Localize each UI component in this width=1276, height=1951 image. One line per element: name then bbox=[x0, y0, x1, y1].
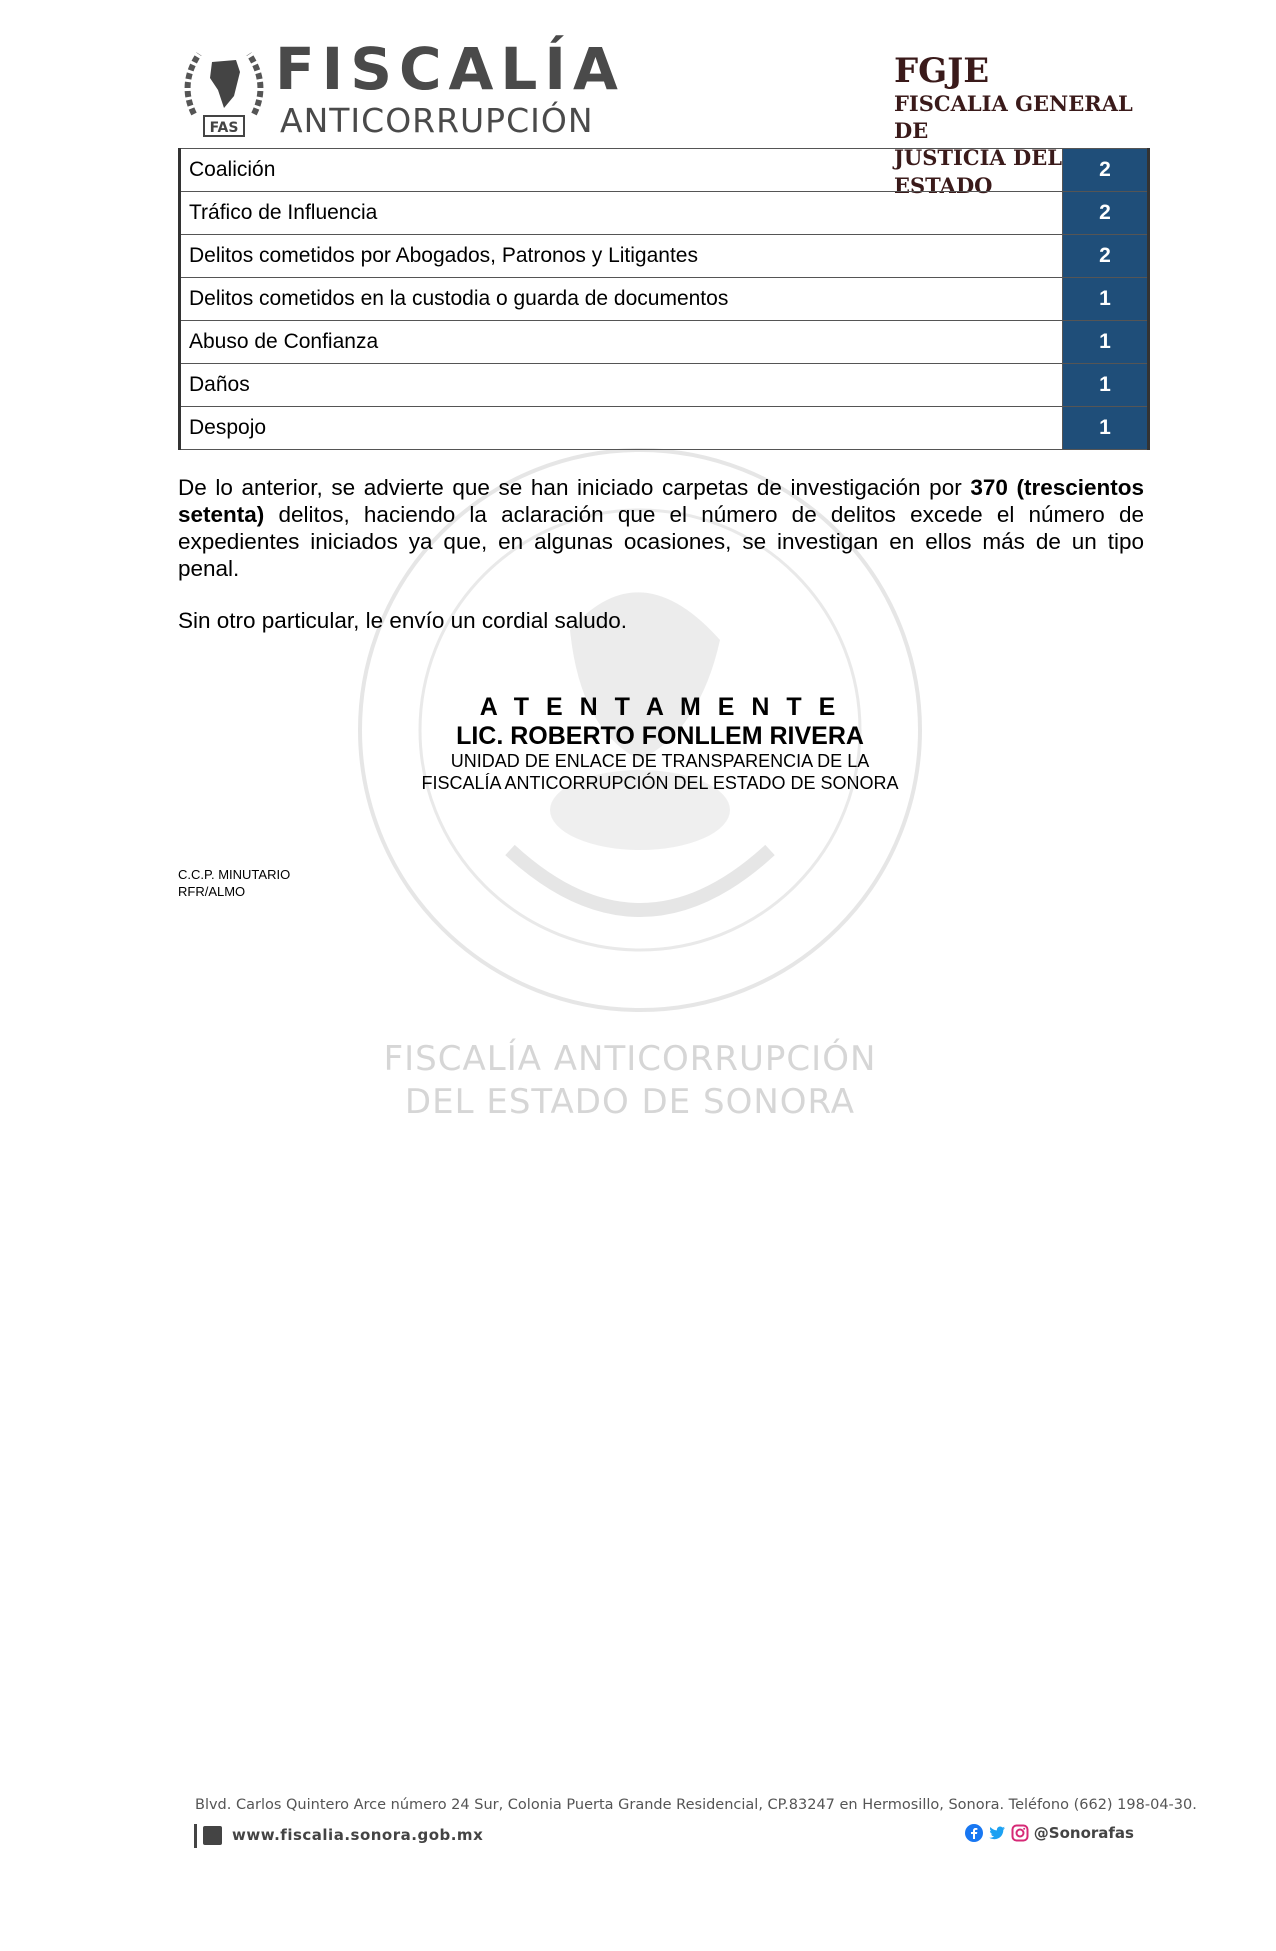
brand-title: FISCALÍA bbox=[275, 35, 625, 103]
fgje-line-2: JUSTICIA DEL ESTADO bbox=[894, 145, 1062, 198]
crime-count: 1 bbox=[1063, 407, 1149, 450]
fas-badge-text: FAS bbox=[209, 120, 239, 136]
ccp-block bbox=[178, 866, 290, 900]
footer-address: Blvd. Carlos Quintero Arce número 24 Sur, Colonia Puerta Grande Residencial, CP.83247 en Hermosillo, Sonora. Teléfono (662) 198-04-30. bbox=[195, 1797, 1197, 1813]
crime-name: Delitos cometidos por Abogados, Patronos y Litigantes bbox=[180, 235, 1063, 278]
twitter-icon[interactable] bbox=[988, 1824, 1006, 1842]
closing-word: A T E N T A M E N T E bbox=[479, 693, 841, 721]
facebook-icon[interactable] bbox=[965, 1824, 983, 1842]
footer-website-link[interactable]: www.fiscalia.sonora.gob.mx bbox=[232, 1826, 484, 1844]
table-row bbox=[180, 407, 1149, 450]
instagram-icon[interactable] bbox=[1011, 1824, 1029, 1842]
crime-count: 1 bbox=[1063, 364, 1149, 407]
crime-name: Delitos cometidos en la custodia o guarda de documentos bbox=[180, 278, 1063, 321]
crime-count: 2 bbox=[1063, 149, 1149, 192]
signer-unit-line-1: UNIDAD DE ENLACE DE TRANSPARENCIA DE LA bbox=[450, 751, 870, 771]
table-row bbox=[180, 235, 1149, 278]
crime-count: 1 bbox=[1063, 321, 1149, 364]
ccp-line-2: RFR/ALMO bbox=[178, 884, 246, 899]
crime-name: Abuso de Confianza bbox=[180, 321, 1063, 364]
table-row bbox=[180, 192, 1149, 235]
crime-name: Despojo bbox=[180, 407, 1063, 450]
table-row bbox=[180, 278, 1149, 321]
social-handle[interactable]: @Sonorafas bbox=[1033, 1824, 1134, 1842]
watermark-text: FISCALÍA ANTICORRUPCIÓN DEL ESTADO DE SONORA bbox=[383, 1039, 877, 1122]
closing-paragraph: Sin otro particular, le envío un cordial saludo. bbox=[178, 608, 628, 633]
table-row bbox=[180, 149, 1149, 192]
crimes-table bbox=[178, 148, 1150, 450]
fgje-abbr: FGJE bbox=[894, 51, 990, 91]
crime-count: 2 bbox=[1063, 192, 1149, 235]
fgje-line-1: FISCALIA GENERAL DE bbox=[894, 90, 1133, 143]
ccp-line-1: C.C.P. MINUTARIO bbox=[178, 867, 291, 882]
summary-paragraph: De lo anterior, se advierte que se han iniciado carpetas de investigación por 370 (trescientos setenta) delitos, haciendo la aclaración que el número de delitos excede el número de expedientes iniciados ya que, en algunas ocasiones, se investigan en ellos más de un tipo penal. bbox=[178, 475, 1144, 581]
signer-name: LIC. ROBERTO FONLLEM RIVERA bbox=[456, 722, 864, 750]
crime-count: 2 bbox=[1063, 235, 1149, 278]
footer-logo-icon bbox=[203, 1826, 222, 1845]
brand-subtitle: ANTICORRUPCIÓN bbox=[280, 101, 594, 140]
fas-laurel-logo bbox=[174, 44, 274, 140]
signature-block bbox=[390, 692, 930, 794]
crime-name: Tráfico de Influencia bbox=[180, 192, 1063, 235]
crime-name: Daños bbox=[180, 364, 1063, 407]
crime-count: 1 bbox=[1063, 278, 1149, 321]
table-row bbox=[180, 364, 1149, 407]
total-crimes-count: 370 (trescientos setenta) bbox=[178, 475, 1144, 527]
footer-social bbox=[965, 1824, 1134, 1842]
footer-divider bbox=[194, 1824, 197, 1848]
crime-name: Coalición bbox=[180, 149, 1063, 192]
signer-unit-line-2: FISCALÍA ANTICORRUPCIÓN DEL ESTADO DE SONORA bbox=[421, 773, 899, 793]
table-row bbox=[180, 321, 1149, 364]
